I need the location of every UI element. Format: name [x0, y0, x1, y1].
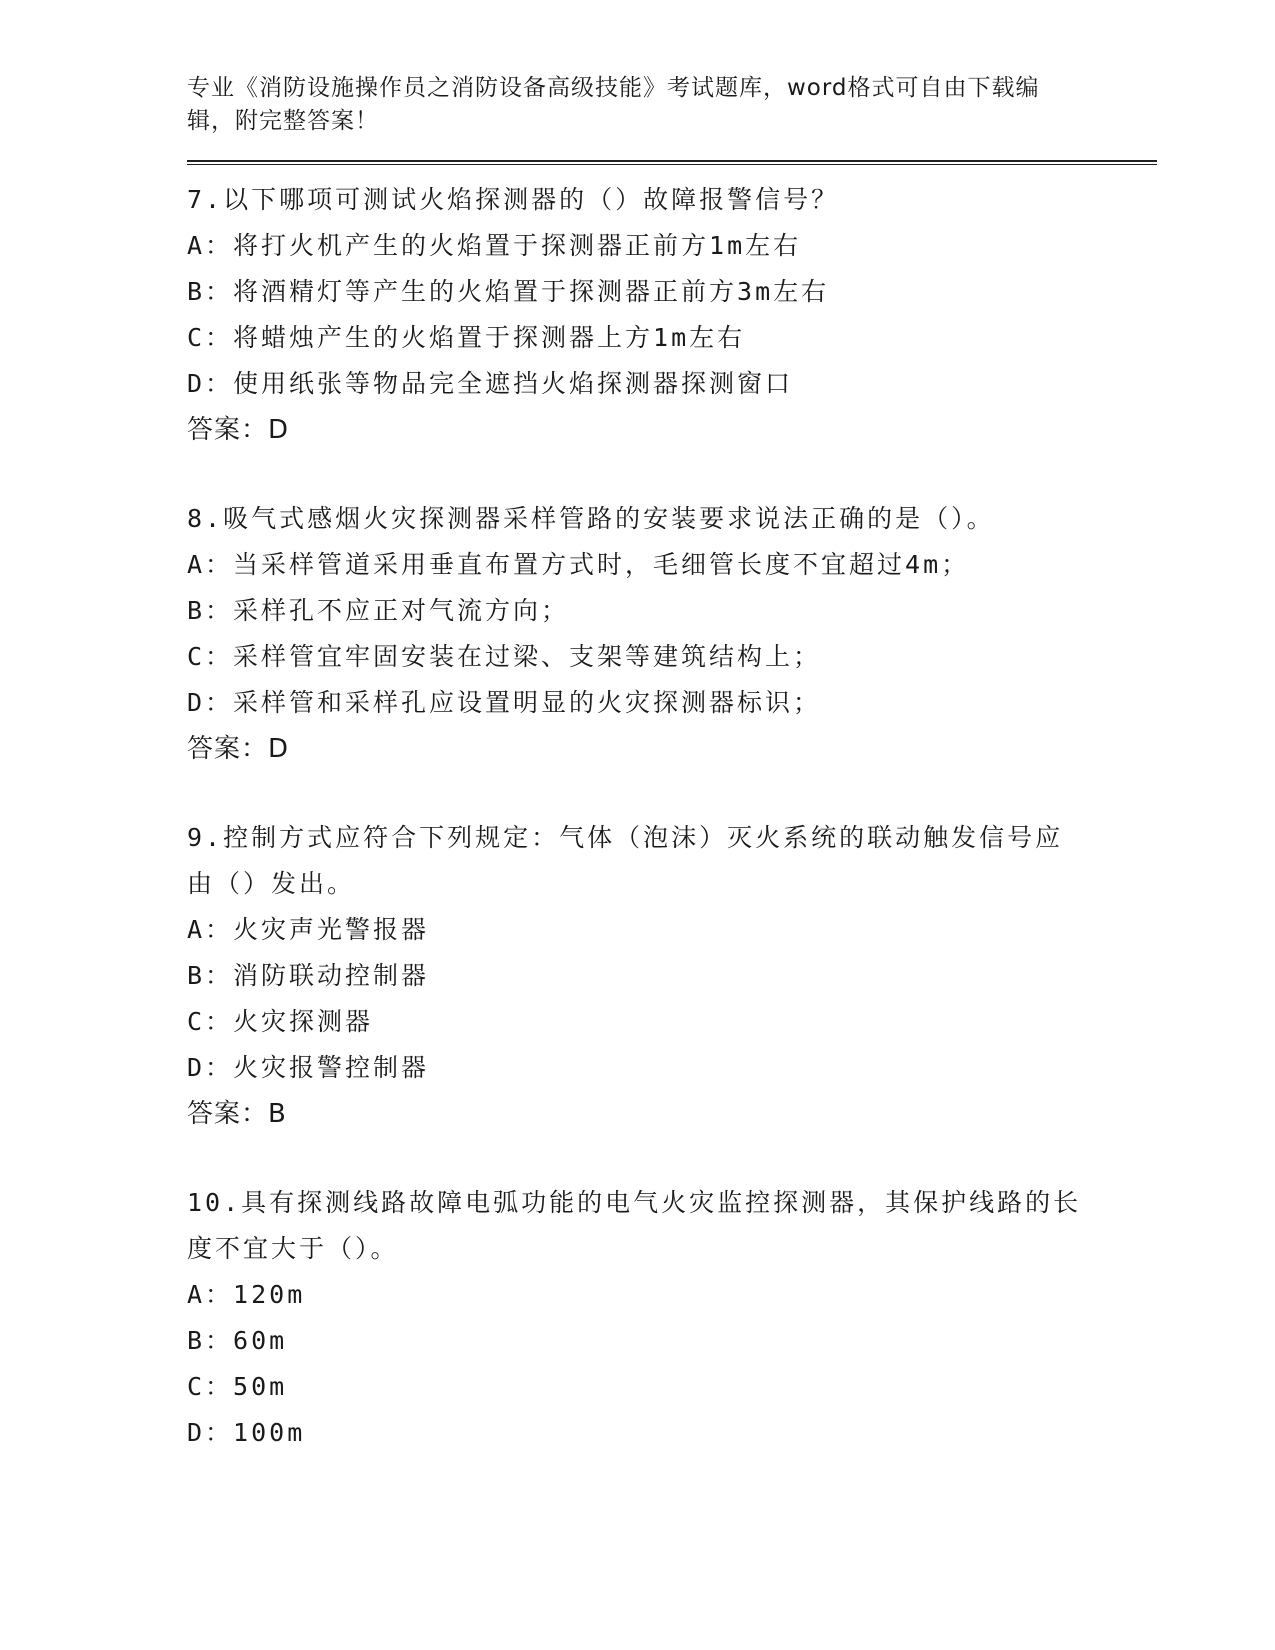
answer-line: 答案：B — [187, 1099, 287, 1129]
question-stem: 10.具有探测线路故障电弧功能的电气火灾监控探测器，其保护线路的长度不宜大于（）。 — [187, 1188, 1082, 1263]
option-b: B：60m — [187, 1326, 288, 1355]
option-c: C：火灾探测器 — [187, 1007, 374, 1036]
option-a: A：将打火机产生的火焰置于探测器正前方1m左右 — [187, 231, 802, 260]
question-9 — [187, 815, 1147, 1137]
option-d: D：采样管和采样孔应设置明显的火灾探测器标识； — [187, 688, 822, 717]
question-stem: 7.以下哪项可测试火焰探测器的（）故障报警信号？ — [187, 185, 840, 214]
option-a: A：当采样管道采用垂直布置方式时，毛细管长度不宜超过4m； — [187, 550, 970, 579]
document-header: 专业《消防设施操作员之消防设备高级技能》考试题库，word格式可自由下载编辑，附完整答案！ — [187, 75, 1040, 134]
question-10 — [187, 1180, 1147, 1456]
option-d: D：使用纸张等物品完全遮挡火焰探测器探测窗口 — [187, 369, 794, 398]
question-stem: 8.吸气式感烟火灾探测器采样管路的安装要求说法正确的是（）。 — [187, 504, 995, 533]
question-8 — [187, 496, 1147, 772]
answer-line: 答案：D — [187, 734, 290, 764]
option-d: D：火灾报警控制器 — [187, 1053, 430, 1082]
option-a: A：120m — [187, 1280, 306, 1309]
question-7 — [187, 177, 1147, 453]
document-page — [187, 72, 1147, 1456]
option-c: C：采样管宜牢固安装在过梁、支架等建筑结构上； — [187, 642, 822, 671]
option-a: A：火灾声光警报器 — [187, 915, 430, 944]
answer-line: 答案：D — [187, 415, 290, 445]
option-b: B：将酒精灯等产生的火焰置于探测器正前方3m左右 — [187, 277, 830, 306]
option-d: D：100m — [187, 1418, 306, 1447]
header-divider — [187, 160, 1157, 165]
option-b: B：消防联动控制器 — [187, 961, 430, 990]
option-c: C：50m — [187, 1372, 288, 1401]
option-b: B：采样孔不应正对气流方向； — [187, 596, 570, 625]
question-stem: 9.控制方式应符合下列规定：气体（泡沫）灭火系统的联动触发信号应由（）发出。 — [187, 823, 1064, 898]
option-c: C：将蜡烛产生的火焰置于探测器上方1m左右 — [187, 323, 746, 352]
